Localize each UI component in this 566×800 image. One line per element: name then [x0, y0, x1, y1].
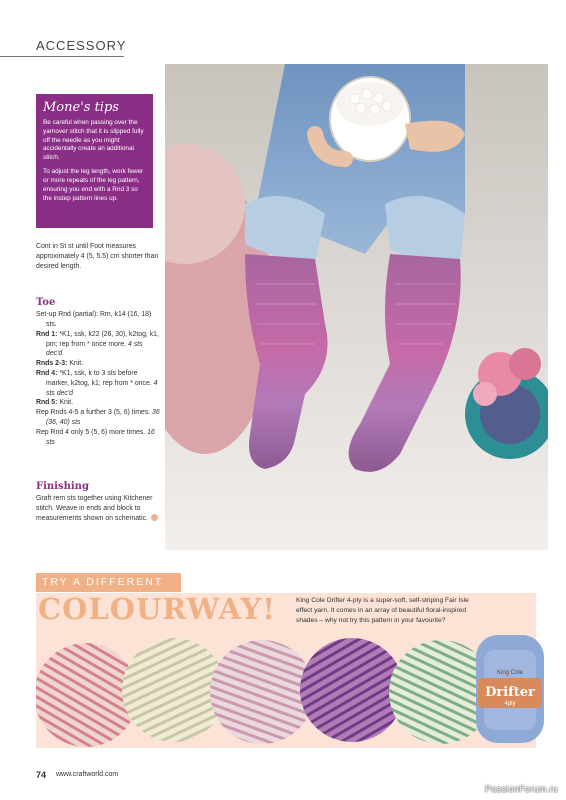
yarn-swatch-purple [300, 638, 404, 742]
finishing-text-body: Graft rem sts together using Kitchener stitch. Weave in ends and block to measurements shown on schematic. [36, 495, 153, 522]
repeat-2-text: Rep Rnd 4 only 5 (5, 6) more times. [36, 428, 148, 436]
yarn-swatches-illustration [36, 630, 548, 750]
colourway-banner: TRY A DIFFERENT [36, 573, 181, 592]
intro-text: Cont in St st until Foot measures approximately 4 (5, 5.5) cm shorter than desired length. [36, 243, 159, 270]
round-4-text: *K1, ssk, k to 3 sts before marker, k2tog, k1; rep from * once. [46, 369, 154, 387]
section-heading: ACCESSORY [36, 38, 127, 53]
round-1-text: *K1, ssk, k22 (26, 30), k2tog, k1, pm; rep from * once more. [46, 330, 159, 348]
rounds-2-3 [36, 359, 160, 369]
round-5-text: Knit. [57, 399, 74, 407]
repeat-1-text: Rep Rnds 4-5 a further 3 (5, 6) times. [36, 409, 153, 417]
colourway-description: King Cole Drifter 4-ply is a super-soft, self-striping Fair Isle effect yarn. It comes in an array of beautiful floral-inspired shades – why not try this pattern in your favourite? [296, 597, 469, 625]
yarn-ball-brand: Drifter [485, 685, 535, 700]
yarn-ball-weight: 4ply [504, 701, 516, 707]
repeat-1-count: 36 (36, 40) sts [46, 409, 160, 426]
round-5 [36, 398, 160, 408]
colourway-heading: COLOURWAY! [38, 592, 276, 626]
yarn-swatch-lilac [210, 640, 314, 744]
rounds-2-3-text: Knit. [67, 360, 84, 368]
socks-photo-illustration [165, 64, 548, 550]
round-4 [36, 369, 160, 398]
rounds-2-3-label: Rnds 2-3: [36, 360, 68, 368]
round-1-count: 4 sts dec'd [46, 340, 143, 358]
yarn-swatches [36, 630, 548, 750]
setup-round: Set-up Rnd (partial): Rm, k14 (16, 18) sts. [36, 311, 152, 328]
tips-title: Mone's tips [43, 100, 119, 115]
round-4-label: Rnd 4: [36, 369, 58, 377]
round-4-count: 4 sts dec'd [46, 379, 158, 397]
watermark: PassionForum.ru [484, 784, 558, 794]
finishing-heading: Finishing [36, 481, 89, 492]
end-mark-icon [151, 514, 158, 521]
round-5-label: Rnd 5: [36, 399, 58, 407]
footer-website: www.craftworld.com [56, 771, 119, 778]
tips-box [36, 94, 153, 228]
finishing-text [36, 494, 160, 523]
toe-section [36, 296, 160, 447]
yarn-ball-maker: King Cole [496, 670, 524, 676]
tips-paragraph-1: Be careful when passing over the yarnover stitch that it is slipped fully off the needle as you might accidentally create an additional stitch. [43, 119, 144, 162]
repeat-2-count: 16 sts [46, 428, 155, 446]
tips-paragraph-2: To adjust the leg length, work fewer or more repeats of the leg pattern, ensuring you end with a Rnd 3 so the instep pattern lines up. [43, 168, 144, 202]
repeat-2 [36, 428, 160, 448]
header-rule [0, 56, 124, 57]
socks-photo [165, 64, 548, 550]
repeat-1 [36, 408, 160, 428]
finishing-section [36, 480, 160, 524]
page-number: 74 [36, 770, 47, 780]
round-1 [36, 330, 160, 359]
toe-heading: Toe [36, 297, 56, 308]
round-1-label: Rnd 1: [36, 330, 58, 338]
